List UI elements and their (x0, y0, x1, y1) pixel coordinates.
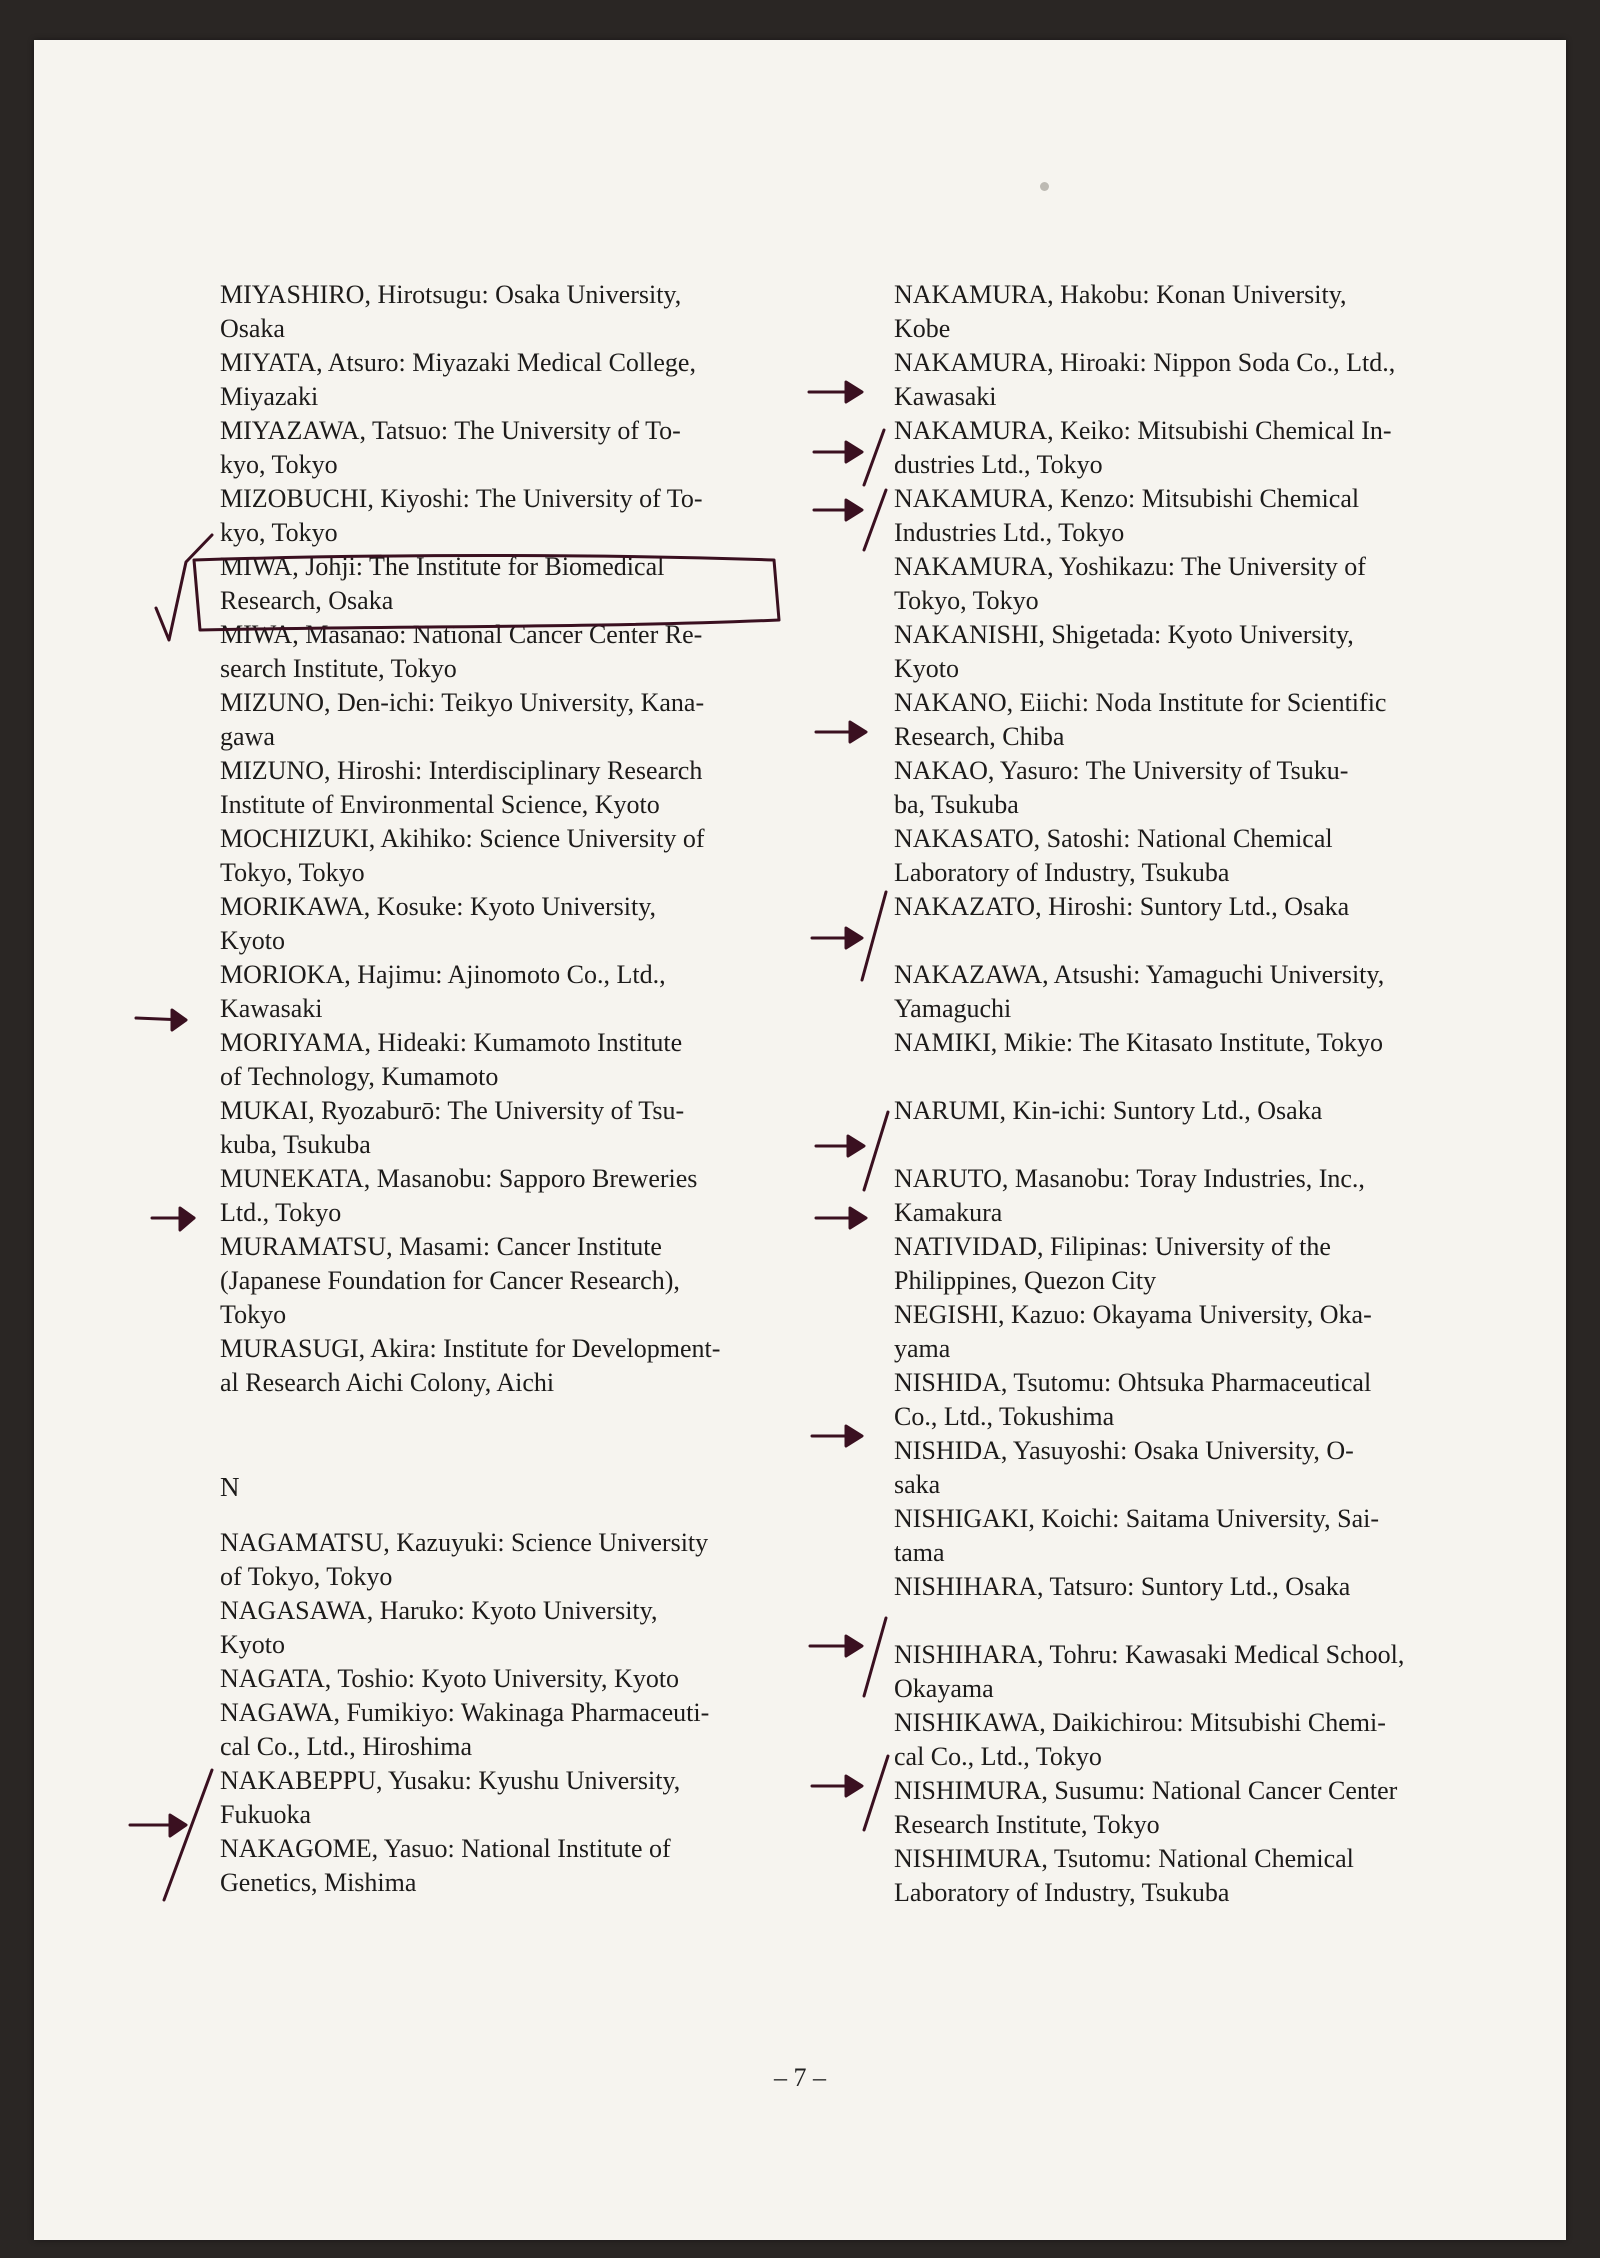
directory-entry (220, 278, 830, 346)
entry-line: NAKASATO, Satoshi: National Chemical (894, 824, 1333, 853)
entry-line: Co., Ltd., Tokushima (894, 1402, 1115, 1431)
directory-entry (220, 1832, 830, 1900)
entry-line: MIWA, Johji: The Institute for Biomedical (220, 552, 665, 581)
directory-entry (894, 1094, 1508, 1128)
entry-line: Laboratory of Industry, Tsukuba (894, 1878, 1230, 1907)
directory-entry (220, 822, 830, 890)
entry-line: kuba, Tsukuba (220, 1130, 371, 1159)
entry-line: MIYAZAWA, Tatsuo: The University of To- (220, 416, 681, 445)
entry-line: Kawasaki (894, 382, 997, 411)
directory-entry (894, 1570, 1508, 1604)
directory-entry (220, 1332, 830, 1400)
directory-entry (220, 1026, 830, 1094)
entry-line: MURAMATSU, Masami: Cancer Institute (220, 1232, 662, 1261)
directory-entry (894, 482, 1508, 550)
entry-line: Tokyo (220, 1300, 287, 1329)
directory-entry (894, 1230, 1508, 1298)
entry-line: NAGATA, Toshio: Kyoto University, Kyoto (220, 1664, 680, 1693)
left-column (220, 278, 830, 1900)
entry-line: NAKABEPPU, Yusaku: Kyushu University, (220, 1766, 681, 1795)
arrow-icon-nagawa (130, 1770, 212, 1900)
entry-line: ba, Tsukuba (894, 790, 1019, 819)
entry-list-m (220, 278, 830, 1400)
entry-line: Kamakura (894, 1198, 1003, 1227)
entry-line: kyo, Tokyo (220, 450, 338, 479)
entry-line: Institute of Environmental Science, Kyoto (220, 790, 660, 819)
right-column (894, 278, 1508, 1910)
entry-line: Tokyo, Tokyo (894, 586, 1039, 615)
entry-line: Miyazaki (220, 382, 319, 411)
entry-line: NAKAO, Yasuro: The University of Tsuku- (894, 756, 1349, 785)
entry-line: NISHIDA, Yasuyoshi: Osaka University, O- (894, 1436, 1354, 1465)
entry-line: NAKAMURA, Kenzo: Mitsubishi Chemical (894, 484, 1360, 513)
entry-line: MIYASHIRO, Hirotsugu: Osaka University, (220, 280, 682, 309)
directory-entry (894, 1162, 1508, 1230)
entry-line: gawa (220, 722, 275, 751)
entry-line: al Research Aichi Colony, Aichi (220, 1368, 555, 1397)
entry-line: cal Co., Ltd., Hiroshima (220, 1732, 473, 1761)
entry-line: NAMIKI, Mikie: The Kitasato Institute, Tokyo (894, 1028, 1383, 1057)
directory-entry (894, 1298, 1508, 1366)
directory-entry (894, 1638, 1508, 1706)
directory-entry (220, 414, 830, 482)
entry-line: MORIOKA, Hajimu: Ajinomoto Co., Ltd., (220, 960, 666, 989)
entry-line: NATIVIDAD, Filipinas: University of the (894, 1232, 1331, 1261)
entry-line: Ltd., Tokyo (220, 1198, 342, 1227)
entry-line: Yamaguchi (894, 994, 1012, 1023)
entry-line: Laboratory of Industry, Tsukuba (894, 858, 1230, 887)
entry-line: NARUTO, Masanobu: Toray Industries, Inc., (894, 1164, 1365, 1193)
entry-line: NAGAWA, Fumikiyo: Wakinaga Pharmaceuti- (220, 1698, 710, 1727)
entry-line: Kawasaki (220, 994, 323, 1023)
speck (1040, 182, 1049, 191)
entry-line: NAGAMATSU, Kazuyuki: Science University (220, 1528, 709, 1557)
directory-entry (894, 890, 1508, 924)
entry-line: of Technology, Kumamoto (220, 1062, 499, 1091)
entry-line: MOCHIZUKI, Akihiko: Science University of (220, 824, 705, 853)
directory-entry (220, 958, 830, 1026)
entry-line: Research, Chiba (894, 722, 1065, 751)
directory-entry (894, 1026, 1508, 1060)
entry-line: MORIKAWA, Kosuke: Kyoto University, (220, 892, 657, 921)
section-heading-n: N (220, 1472, 240, 1502)
directory-entry (894, 686, 1508, 754)
entry-list-n-continued (894, 278, 1508, 1910)
entry-line: NAGASAWA, Haruko: Kyoto University, (220, 1596, 658, 1625)
directory-entry (220, 686, 830, 754)
entry-line: Kyoto (220, 926, 285, 955)
entry-line: yama (894, 1334, 951, 1363)
entry-line: MIZOBUCHI, Kiyoshi: The University of To- (220, 484, 703, 513)
directory-entry (220, 1230, 830, 1332)
entry-line: NISHIKAWA, Daikichirou: Mitsubishi Chemi- (894, 1708, 1386, 1737)
entry-line: cal Co., Ltd., Tokyo (894, 1742, 1102, 1771)
entry-line: NAKAMURA, Hiroaki: Nippon Soda Co., Ltd., (894, 348, 1396, 377)
entry-line: MURASUGI, Akira: Institute for Development- (220, 1334, 721, 1363)
entry-line: saka (894, 1470, 941, 1499)
directory-entry (894, 1842, 1508, 1910)
directory-entry (894, 278, 1508, 346)
entry-line: MUNEKATA, Masanobu: Sapporo Breweries (220, 1164, 698, 1193)
entry-line: NEGISHI, Kazuo: Okayama University, Oka- (894, 1300, 1372, 1329)
directory-entry (220, 754, 830, 822)
entry-line: NAKANO, Eiichi: Noda Institute for Scientific (894, 688, 1387, 717)
page-number: – 7 – (774, 2063, 826, 2092)
entry-line: MIWA, Masanao: National Cancer Center Re- (220, 620, 703, 649)
arrow-icon-morioka (136, 1010, 186, 1030)
entry-line: MORIYAMA, Hideaki: Kumamoto Institute (220, 1028, 683, 1057)
checkmark-icon (156, 535, 212, 640)
directory-entry (220, 346, 830, 414)
directory-entry (220, 1696, 830, 1764)
directory-entry (220, 890, 830, 958)
entry-line: NISHIHARA, Tohru: Kawasaki Medical School, (894, 1640, 1405, 1669)
directory-entry (220, 550, 830, 618)
directory-entry (220, 1162, 830, 1230)
entry-line: NARUMI, Kin-ichi: Suntory Ltd., Osaka (894, 1096, 1323, 1125)
directory-entry (894, 822, 1508, 890)
entry-line: MIYATA, Atsuro: Miyazaki Medical College, (220, 348, 696, 377)
entry-line: (Japanese Foundation for Cancer Research), (220, 1266, 680, 1295)
entry-list-n (220, 1526, 830, 1900)
entry-line: Research, Osaka (220, 586, 394, 615)
directory-entry (220, 1594, 830, 1662)
directory-entry (894, 550, 1508, 618)
entry-line: MIZUNO, Den-ichi: Teikyo University, Kana- (220, 688, 705, 717)
directory-entry (894, 1774, 1508, 1842)
entry-line: NAKAGOME, Yasuo: National Institute of (220, 1834, 671, 1863)
directory-entry (894, 958, 1508, 1026)
directory-entry (220, 1662, 830, 1696)
entry-line: NAKAMURA, Hakobu: Konan University, (894, 280, 1347, 309)
entry-line: dustries Ltd., Tokyo (894, 450, 1103, 479)
entry-line: kyo, Tokyo (220, 518, 338, 547)
entry-line: NAKAMURA, Keiko: Mitsubishi Chemical In- (894, 416, 1392, 445)
document-page (34, 40, 1566, 2240)
entry-line: NAKAZATO, Hiroshi: Suntory Ltd., Osaka (894, 892, 1350, 921)
directory-entry (894, 754, 1508, 822)
entry-line: Tokyo, Tokyo (220, 858, 365, 887)
directory-entry (894, 414, 1508, 482)
entry-line: MUKAI, Ryozaburō: The University of Tsu- (220, 1096, 685, 1125)
entry-line: Kobe (894, 314, 951, 343)
entry-line: MIZUNO, Hiroshi: Interdisciplinary Research (220, 756, 703, 785)
entry-line: Research Institute, Tokyo (894, 1810, 1160, 1839)
entry-line: Philippines, Quezon City (894, 1266, 1157, 1295)
directory-entry (220, 618, 830, 686)
entry-line: NISHIDA, Tsutomu: Ohtsuka Pharmaceutical (894, 1368, 1372, 1397)
entry-line: Industries Ltd., Tokyo (894, 518, 1125, 547)
directory-entry (894, 346, 1508, 414)
entry-line: NAKAMURA, Yoshikazu: The University of (894, 552, 1366, 581)
entry-line: NAKANISHI, Shigetada: Kyoto University, (894, 620, 1354, 649)
entry-line: Kyoto (220, 1630, 285, 1659)
directory-entry (894, 1366, 1508, 1434)
directory-entry (220, 482, 830, 550)
entry-line: of Tokyo, Tokyo (220, 1562, 393, 1591)
directory-entry (894, 618, 1508, 686)
entry-line: Okayama (894, 1674, 994, 1703)
entry-line: Kyoto (894, 654, 959, 683)
directory-entry (894, 1502, 1508, 1570)
directory-entry (220, 1526, 830, 1594)
entry-line: NISHIMURA, Susumu: National Cancer Center (894, 1776, 1398, 1805)
entry-line: NISHIMURA, Tsutomu: National Chemical (894, 1844, 1354, 1873)
entry-line: NISHIGAKI, Koichi: Saitama University, Sai- (894, 1504, 1380, 1533)
entry-line: search Institute, Tokyo (220, 654, 457, 683)
directory-entry (894, 1434, 1508, 1502)
entry-line: tama (894, 1538, 945, 1567)
directory-entry (220, 1764, 830, 1832)
arrow-icon-munekata (152, 1208, 194, 1230)
entry-line: Osaka (220, 314, 285, 343)
entry-line: Fukuoka (220, 1800, 311, 1829)
entry-line: Genetics, Mishima (220, 1868, 417, 1897)
entry-line: NISHIHARA, Tatsuro: Suntory Ltd., Osaka (894, 1572, 1351, 1601)
directory-entry (894, 1706, 1508, 1774)
directory-entry (220, 1094, 830, 1162)
entry-line: NAKAZAWA, Atsushi: Yamaguchi University, (894, 960, 1385, 989)
